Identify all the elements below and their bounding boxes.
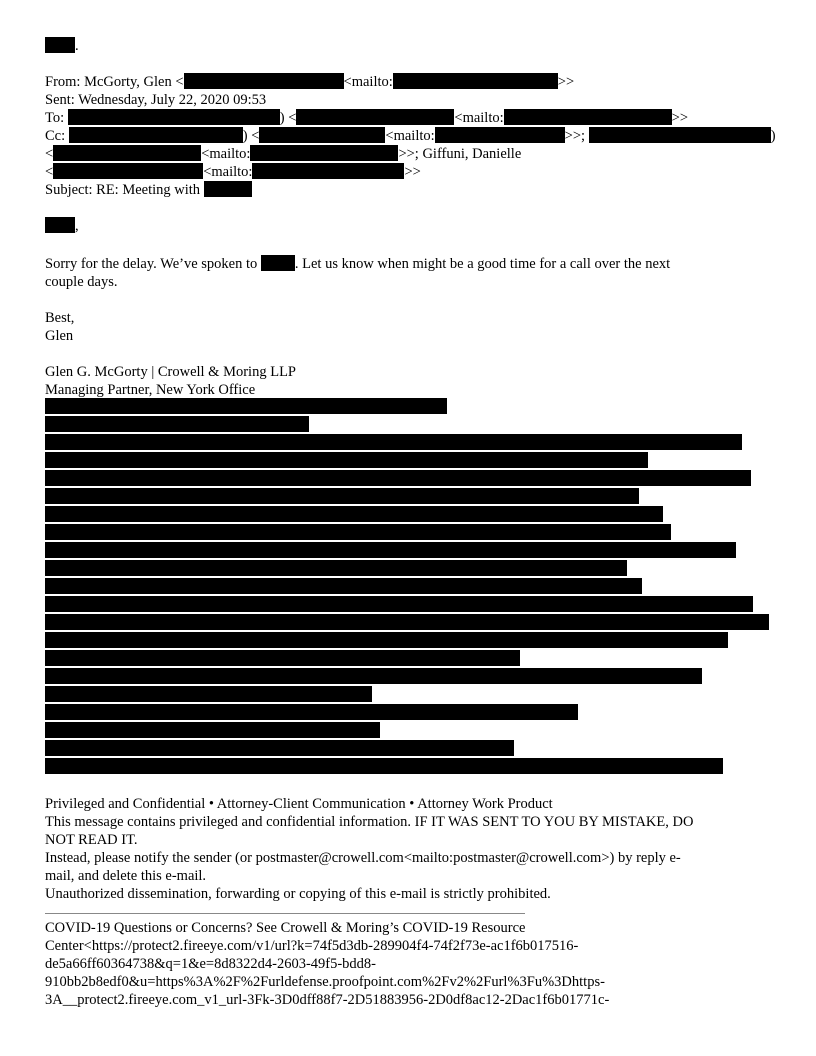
- redaction-bar: [45, 560, 627, 576]
- redaction: [393, 73, 558, 89]
- disclaimer-line-5: Unauthorized dissemination, forwarding or copying of this e-mail is strictly prohibited.: [45, 886, 551, 902]
- redaction: [252, 163, 404, 179]
- signoff: Best,: [45, 310, 75, 326]
- from-line: [45, 73, 574, 91]
- cc2-close: >>; Giffuni, Danielle: [398, 146, 522, 162]
- cc-line-2: [45, 145, 521, 163]
- redaction-bar: [45, 722, 380, 738]
- top-punct: .: [75, 38, 79, 54]
- to-close: >>: [671, 110, 689, 126]
- redaction-bar: [45, 758, 723, 774]
- top-line: [45, 37, 79, 55]
- covid-link-line-1[interactable]: Center<https://protect2.fireeye.com/v1/url?k=74f5d3db-289904f4-74f2f73e-ac1f6b017516-: [45, 938, 579, 954]
- covid-line-1: COVID-19 Questions or Concerns? See Crowell & Moring’s COVID-19 Resource: [45, 920, 526, 936]
- redaction-bar: [45, 650, 520, 666]
- redaction: [259, 127, 385, 143]
- redaction-bar: [45, 668, 702, 684]
- redaction: [204, 181, 252, 197]
- signature-line-1: Glen G. McGorty | Crowell & Moring LLP: [45, 364, 296, 380]
- redaction-bar: [45, 434, 742, 450]
- cc-line-3: [45, 163, 421, 181]
- divider: [45, 913, 525, 914]
- subject-line: [45, 181, 252, 199]
- redaction-bar: [45, 686, 372, 702]
- redaction: [261, 255, 295, 271]
- from-mailto: <mailto:: [343, 74, 393, 90]
- cc3-close: >>: [404, 164, 421, 180]
- covid-link-line-4[interactable]: 3A__protect2.fireeye.com_v1_url-3Fk-3D0dff88f7-2D51883956-2D0df8ac12-2Dac1f6b01771c-: [45, 992, 610, 1008]
- redaction: [53, 145, 201, 161]
- redaction-bar: [45, 524, 671, 540]
- cc-close: >>;: [564, 128, 586, 144]
- body-line-2: couple days.: [45, 274, 118, 290]
- cc-close2: ): [770, 128, 776, 144]
- cc-sep: ) <: [242, 128, 260, 144]
- body-text-b: . Let us know when might be a good time for a call over the next: [294, 256, 671, 272]
- redaction-bar: [45, 578, 642, 594]
- body-line-1: [45, 255, 670, 273]
- greeting-line: [45, 217, 79, 235]
- redaction: [45, 217, 75, 233]
- cc2-open: <: [45, 146, 54, 162]
- redaction: [68, 109, 280, 125]
- signature-line-2: Managing Partner, New York Office: [45, 382, 256, 398]
- covid-link-line-3[interactable]: 910bb2b8edf0&u=https%3A%2F%2Furldefense.proofpoint.com%2Fv2%2Furl%3Fu%3Dhttps-: [45, 974, 605, 990]
- to-mailto: <mailto:: [454, 110, 504, 126]
- redaction-bar: [45, 596, 753, 612]
- cc-mailto: <mailto:: [385, 128, 435, 144]
- redaction-bar: [45, 740, 514, 756]
- redaction: [69, 127, 243, 143]
- cc3-mailto: <mailto:: [203, 164, 253, 180]
- body-text-a: Sorry for the delay. We’ve spoken to: [45, 256, 258, 272]
- to-label: To:: [45, 110, 65, 126]
- cc3-open: <: [45, 164, 54, 180]
- greeting-comma: ,: [75, 218, 79, 234]
- redaction: [435, 127, 565, 143]
- disclaimer-line-3: Instead, please notify the sender (or postmaster@crowell.com<mailto:postmaster@crowell.com>) by reply e-: [45, 850, 681, 866]
- redaction: [250, 145, 398, 161]
- disclaimer-line-2: NOT READ IT.: [45, 832, 138, 848]
- sent-line: Sent: Wednesday, July 22, 2020 09:53: [45, 92, 267, 108]
- subject-label: Subject: RE: Meeting with: [45, 182, 201, 198]
- cc2-mailto: <mailto:: [201, 146, 251, 162]
- redaction-bar: [45, 398, 447, 414]
- redaction-bar: [45, 506, 663, 522]
- cc-label: Cc:: [45, 128, 66, 144]
- redaction: [589, 127, 771, 143]
- redaction: [184, 73, 344, 89]
- from-label: From: McGorty, Glen <: [45, 74, 184, 90]
- redaction-bar: [45, 704, 578, 720]
- to-line: [45, 109, 688, 127]
- redaction-bar: [45, 416, 309, 432]
- redaction: [504, 109, 672, 125]
- redaction-bar: [45, 452, 648, 468]
- redaction: [53, 163, 203, 179]
- privilege-notice: Privileged and Confidential • Attorney-Client Communication • Attorney Work Product: [45, 796, 553, 812]
- redaction: [45, 37, 75, 53]
- redaction-bar: [45, 632, 728, 648]
- redaction-bar: [45, 488, 639, 504]
- disclaimer-line-1: This message contains privileged and confidential information. IF IT WAS SENT TO YOU BY MISTAKE, DO: [45, 814, 694, 830]
- to-sep: ) <: [279, 110, 297, 126]
- cc-line: [45, 127, 776, 145]
- redaction: [296, 109, 454, 125]
- redaction-bar: [45, 470, 751, 486]
- disclaimer-line-4: mail, and delete this e-mail.: [45, 868, 207, 884]
- signoff-name: Glen: [45, 328, 74, 344]
- redaction-bar: [45, 542, 736, 558]
- covid-link-line-2[interactable]: de5a66ff60364738&q=1&e=8d8322d4-2603-49f5-bdd8-: [45, 956, 377, 972]
- redaction-bar: [45, 614, 769, 630]
- from-close: >>: [557, 74, 575, 90]
